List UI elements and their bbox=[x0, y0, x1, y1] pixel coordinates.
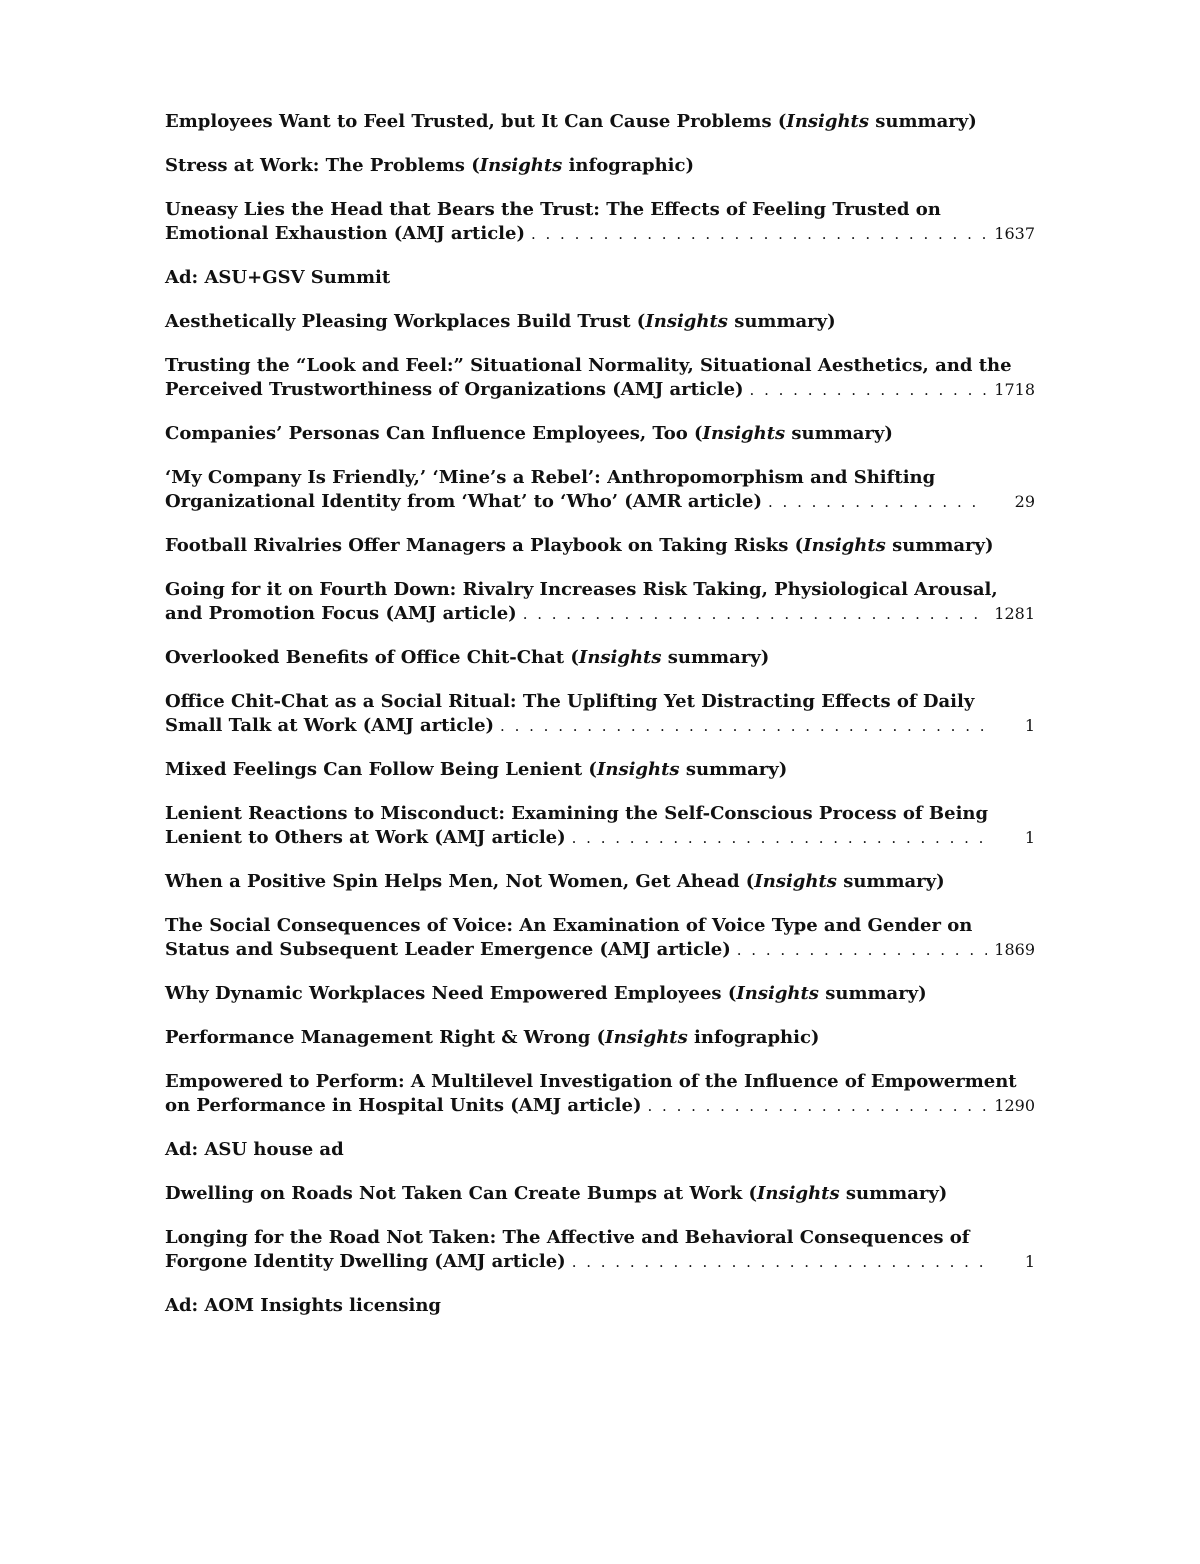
page-number: 1718 bbox=[994, 380, 1035, 399]
toc-entry-insights-summary: When a Positive Spin Helps Men, Not Women, Get Ahead (Insights summary) bbox=[165, 871, 945, 892]
toc-entry-insights-infographic: Performance Management Right & Wrong (Insights infographic) bbox=[165, 1027, 820, 1048]
table-of-contents bbox=[165, 110, 1035, 1338]
page-number: 1869 bbox=[994, 940, 1035, 959]
toc-entry-article: Trusting the “Look and Feel:” Situational Normality, Situational Aesthetics, and the Perceived Trustworthiness of Organizations (AMJ article) . . . 1718 bbox=[165, 354, 1035, 402]
dot-leader bbox=[525, 222, 987, 246]
dot-leader bbox=[762, 490, 987, 514]
dot-leader bbox=[744, 378, 987, 402]
toc-entry-ad: Ad: ASU+GSV Summit bbox=[165, 267, 391, 288]
dot-leader bbox=[642, 1094, 988, 1118]
toc-entry-article: Uneasy Lies the Head that Bears the Trust: The Effects of Feeling Trusted on Emotional Exhaustion (AMJ article) . . . 1637 bbox=[165, 198, 1035, 246]
dot-leader bbox=[731, 938, 987, 962]
toc-entry-insights-summary: Dwelling on Roads Not Taken Can Create Bumps at Work (Insights summary) bbox=[165, 1183, 948, 1204]
page-number: 1 bbox=[1024, 828, 1035, 847]
toc-entry-insights-summary: Overlooked Benefits of Office Chit-Chat (Insights summary) bbox=[165, 647, 770, 668]
toc-entry-ad: Ad: ASU house ad bbox=[165, 1139, 344, 1160]
toc-entry-insights-summary: Why Dynamic Workplaces Need Empowered Employees (Insights summary) bbox=[165, 983, 927, 1004]
toc-entry-insights-summary: Mixed Feelings Can Follow Being Lenient (Insights summary) bbox=[165, 759, 788, 780]
page-number: 1281 bbox=[994, 604, 1035, 623]
toc-entry-insights-infographic: Stress at Work: The Problems (Insights infographic) bbox=[165, 155, 694, 176]
dot-leader bbox=[517, 602, 987, 626]
toc-entry-article: Office Chit-Chat as a Social Ritual: The Uplifting Yet Distracting Effects of Daily Small Talk at Work (AMJ article) . . . 1 bbox=[165, 690, 1035, 738]
page-number: 1290 bbox=[994, 1096, 1035, 1115]
toc-entry-insights-summary: Football Rivalries Offer Managers a Playbook on Taking Risks (Insights summary) bbox=[165, 535, 994, 556]
toc-entry-ad: Ad: AOM Insights licensing bbox=[165, 1295, 441, 1316]
page-number: 29 bbox=[1014, 492, 1035, 511]
toc-entry-insights-summary: Companies’ Personas Can Influence Employees, Too (Insights summary) bbox=[165, 423, 893, 444]
page-number: 1637 bbox=[994, 224, 1035, 243]
toc-entry-article: Empowered to Perform: A Multilevel Investigation of the Influence of Empowerment on Performance in Hospital Units (AMJ article) . . . 1290 bbox=[165, 1070, 1035, 1118]
toc-entry-article: Lenient Reactions to Misconduct: Examining the Self-Conscious Process of Being Lenient to Others at Work (AMJ article) . . . 1 bbox=[165, 802, 1035, 850]
toc-entry-insights-summary: Employees Want to Feel Trusted, but It Can Cause Problems (Insights summary) bbox=[165, 111, 977, 132]
page-number: 1 bbox=[1024, 1252, 1035, 1271]
toc-entry-insights-summary: Aesthetically Pleasing Workplaces Build Trust (Insights summary) bbox=[165, 311, 836, 332]
dot-leader bbox=[566, 1250, 987, 1274]
toc-entry-article: ‘My Company Is Friendly,’ ‘Mine’s a Rebel’: Anthropomorphism and Shifting Organizational Identity from ‘What’ to ‘Who’ (AMR article) . . . 29 bbox=[165, 466, 1035, 514]
toc-entry-article: Longing for the Road Not Taken: The Affective and Behavioral Consequences of Forgone Identity Dwelling (AMJ article) . . . 1 bbox=[165, 1226, 1035, 1274]
toc-entry-article: The Social Consequences of Voice: An Examination of Voice Type and Gender on Status and Subsequent Leader Emergence (AMJ article) . . . 1869 bbox=[165, 914, 1035, 962]
page-number: 1 bbox=[1024, 716, 1035, 735]
toc-entry-article: Going for it on Fourth Down: Rivalry Increases Risk Taking, Physiological Arousal, and Promotion Focus (AMJ article) . . . 1281 bbox=[165, 578, 1035, 626]
dot-leader bbox=[494, 714, 987, 738]
dot-leader bbox=[566, 826, 987, 850]
